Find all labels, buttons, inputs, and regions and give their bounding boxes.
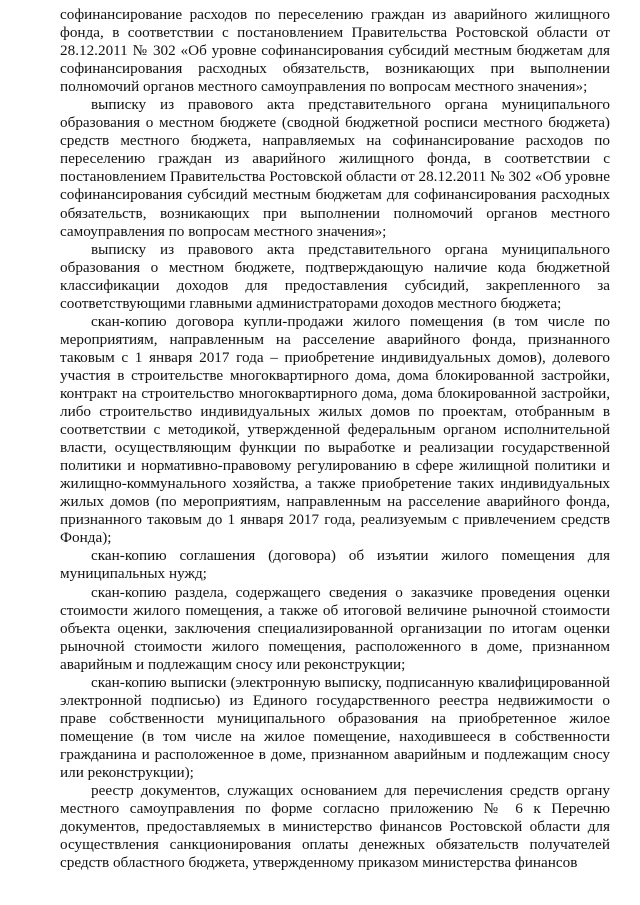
paragraph-documents-register: реестр документов, служащих основанием для перечисления средств органу местного самоуправления по форме согласно приложению № 6 к Перечню документов, предоставляемых в министерство финансов Ростовской области для осуществления санкционирования оплаты денежных обязательств получателей средств областного бюджета, утвержденному приказом министерства финансов [60, 782, 610, 872]
document-page [60, 6, 610, 872]
paragraph-cofinancing-continuation: софинансирование расходов по переселению граждан из аварийного жилищного фонда, в соответствии с постановлением Правительства Ростовской области от 28.12.2011 № 302 «Об уровне софинансирования субсидий местным бюджетам для софинансирования расходных обязательств, возникающих при выполнении полномочий органов местного самоуправления по вопросам местного значения»; [60, 6, 610, 96]
paragraph-valuation-section-scan: скан-копию раздела, содержащего сведения о заказчике проведения оценки стоимости жилого помещения, а также об итоговой величине рыночной стоимости объекта оценки, заключения специализированной организации по итогам оценки рыночной стоимости жилого помещения, расположенного в доме, признанном аварийным и подлежащим сносу или реконструкции; [60, 583, 610, 673]
paragraph-registry-extract-scan: скан-копию выписки (электронную выписку, подписанную квалифицированной электронной подписью) из Единого государственного реестра недвижимости о праве собственности муниципального образования на приобретенное жилое помещение (в том числе на жилое помещение, находившееся в собственности гражданина и расположенное в доме, признанном аварийным и подлежащим сносу или реконструкции); [60, 673, 610, 781]
paragraph-budget-classification-extract: выписку из правового акта представительного органа муниципального образования о местном бюджете, подтверждающую наличие кода бюджетной классификации доходов для предоставления субсидий, закрепленного за соответствующими главными администраторами доходов местного бюджета; [60, 240, 610, 312]
paragraph-purchase-contract-scan: скан-копию договора купли-продажи жилого помещения (в том числе по мероприятиям, направленным на расселение аварийного фонда, признанного таковым с 1 января 2017 года – приобретение индивидуальных домов), долевого участия в строительстве многоквартирного дома, дома блокированной застройки, контракт на строительство многоквартирного дома, дома блокированной застройки, либо строительство индивидуальных жилых домов по проектам, отобранным в соответствии с методикой, утвержденной федеральным органом исполнительной власти, осуществляющим функции по выработке и реализации государственной политики и нормативно-правовому регулированию в сфере жилищной политики и жилищно-коммунального хозяйства, а также приобретение таких индивидуальных жилых домов (по мероприятиям, направленным на расселение аварийного фонда, признанного таковым до 1 января 2017 года, реализуемым с привлечением средств Фонда); [60, 312, 610, 547]
paragraph-seizure-agreement-scan: скан-копию соглашения (договора) об изъятии жилого помещения для муниципальных нужд; [60, 547, 610, 583]
paragraph-budget-extract: выписку из правового акта представительного органа муниципального образования о местном бюджете (сводной бюджетной росписи местного бюджета) средств местного бюджета, направляемых на софинансирование расходов по переселению граждан из аварийного жилищного фонда, в соответствии с постановлением Правительства Ростовской области от 28.12.2011 № 302 «Об уровне софинансирования субсидий местным бюджетам для софинансирования расходных обязательств, возникающих при выполнении полномочий органов местного самоуправления по вопросам местного значения»; [60, 96, 610, 240]
